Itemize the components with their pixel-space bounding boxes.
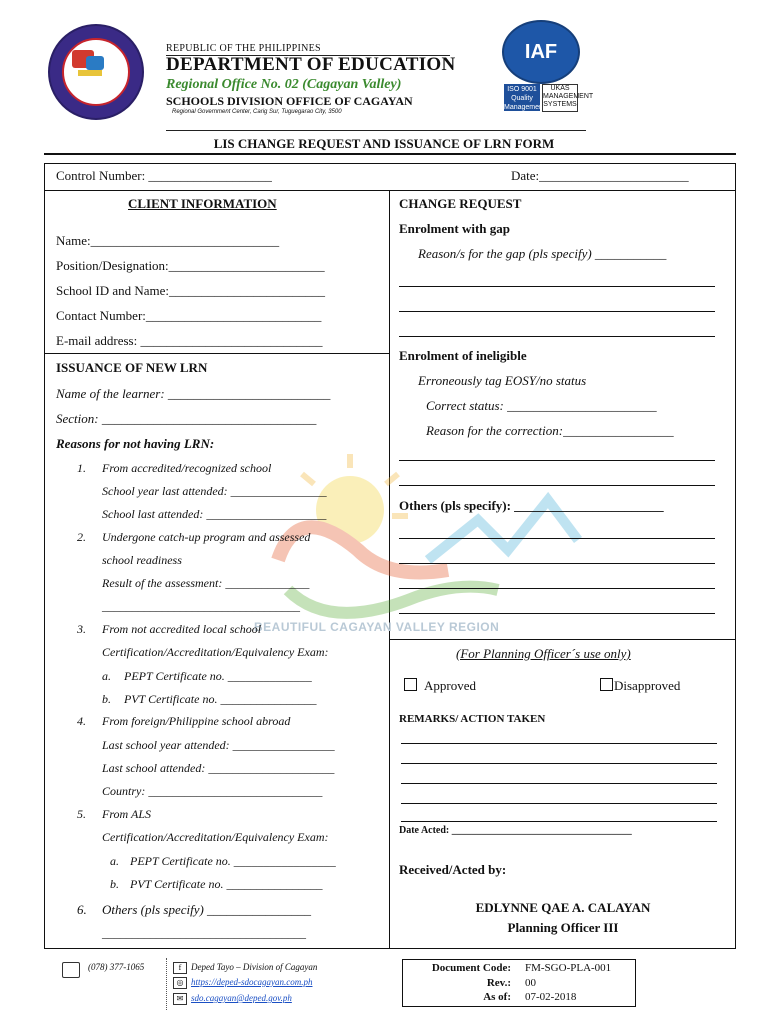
correction-reason-line-2[interactable] (399, 484, 715, 486)
reason-1-number: 1. (77, 461, 86, 475)
client-info-heading: CLIENT INFORMATION (128, 196, 277, 211)
als-pvt-letter: b. (110, 877, 119, 891)
last-school-year-field[interactable]: Last school year attended: _________________ (102, 738, 335, 752)
last-school-field[interactable]: Last school attended: _____________________ (102, 761, 335, 775)
name-field[interactable]: Name:_____________________________ (56, 233, 280, 248)
new-lrn-heading: ISSUANCE OF NEW LRN (56, 360, 208, 375)
as-of-value: 07-02-2018 (525, 991, 577, 1003)
assessment-result-line[interactable]: _________________________________ (102, 599, 300, 613)
gap-reason-line-1[interactable] (399, 285, 715, 287)
revision-label: Rev.: (486, 977, 511, 989)
revision-value: 00 (525, 977, 536, 989)
remarks-line-3[interactable] (401, 782, 717, 784)
received-by-label: Received/Acted by: (399, 862, 507, 877)
remarks-line-1[interactable] (401, 742, 717, 744)
iaf-logo: IAF (502, 20, 580, 84)
globe-icon: ◎ (173, 977, 187, 989)
approved-checkbox[interactable] (404, 678, 417, 691)
reason-5-number: 5. (77, 807, 86, 821)
reason-3-number: 3. (77, 622, 86, 636)
date-acted-field[interactable]: Date Acted: ____________________________________ (399, 825, 632, 836)
others-request-field[interactable]: Others (pls specify): _______________________ (399, 498, 664, 513)
learner-name-field[interactable]: Name of the learner: _________________________ (56, 386, 331, 401)
as-of-label: As of: (483, 991, 511, 1003)
footer-divider (166, 958, 167, 1010)
reason-6-number: 6. (77, 902, 87, 917)
officer-name: EDLYNNE QAE A. CALAYAN (475, 900, 651, 915)
others-line-4[interactable] (399, 612, 715, 614)
enrolment-gap-heading: Enrolment with gap (399, 221, 510, 236)
footer-email-link[interactable]: sdo.cagayan@deped.gov.ph (191, 993, 292, 1003)
remarks-line-4[interactable] (401, 802, 717, 804)
others-line-1[interactable] (399, 537, 715, 539)
republic-label: REPUBLIC OF THE PHILIPPINES (166, 43, 321, 54)
contact-number-field[interactable]: Contact Number:___________________________ (56, 308, 322, 323)
assessment-result-field[interactable]: Result of the assessment: ______________ (102, 576, 310, 590)
officer-title: Planning Officer III (507, 920, 619, 935)
footer-phone: (078) 377-1065 (88, 962, 145, 972)
als-pept-letter: a. (110, 854, 119, 868)
title-rule (44, 153, 736, 155)
department-title: DEPARTMENT OF EDUCATION (166, 54, 456, 75)
als-pept-certificate-field[interactable]: PEPT Certificate no. _________________ (130, 854, 336, 868)
mail-icon: ✉ (173, 993, 187, 1005)
correct-status-field[interactable]: Correct status: _______________________ (426, 398, 657, 413)
office-address: Regional Government Center, Carig Sur, Tuguegarao City, 3500 (172, 109, 342, 115)
reason-2-continued: school readiness (102, 553, 182, 567)
reason-2: Undergone catch-up program and assessed (102, 530, 311, 544)
footer-website-link[interactable]: https://deped-sdocagayan.com.ph (191, 977, 313, 987)
disapproved-checkbox[interactable] (600, 678, 613, 691)
reason-4: From foreign/Philippine school abroad (102, 714, 291, 728)
form-title: LIS CHANGE REQUEST AND ISSUANCE OF LRN FORM (213, 136, 555, 151)
document-code-box (402, 959, 636, 1007)
reason-5: From ALS (102, 807, 152, 821)
eosy-label: Erroneously tag EOSY/no status (418, 373, 587, 388)
gap-reason-line-3[interactable] (399, 335, 715, 337)
reason-2-number: 2. (77, 530, 86, 544)
change-request-heading: CHANGE REQUEST (399, 196, 522, 211)
facebook-icon: f (173, 962, 187, 974)
others-line-3[interactable] (399, 587, 715, 589)
officer-section-divider (389, 639, 736, 640)
gap-reason-field[interactable]: Reason/s for the gap (pls specify) ___________ (418, 246, 667, 261)
client-section-divider (44, 353, 389, 354)
document-code-label: Document Code: (431, 962, 511, 974)
others-specify-field[interactable]: Others (pls specify) ________________ (102, 902, 312, 917)
position-field[interactable]: Position/Designation:________________________ (56, 258, 325, 273)
pept-certificate-field[interactable]: PEPT Certificate no. ______________ (124, 669, 312, 683)
regional-office: Regional Office No. 02 (Cagayan Valley) (166, 77, 402, 92)
remarks-line-5[interactable] (401, 820, 717, 822)
school-id-field[interactable]: School ID and Name:________________________ (56, 283, 326, 298)
certification-label: Certification/Accreditation/Equivalency Exam: (102, 645, 329, 659)
country-field[interactable]: Country: _____________________________ (102, 784, 323, 798)
section-field[interactable]: Section: _________________________________ (56, 411, 317, 426)
division-office: SCHOOLS DIVISION OFFICE OF CAGAYAN (166, 94, 413, 108)
deped-seal-logo (48, 24, 144, 120)
footer-facebook[interactable]: Deped Tayo – Division of Cagayan (191, 962, 318, 972)
pvt-certificate-field[interactable]: PVT Certificate no. ________________ (124, 692, 317, 706)
ukas-certification-logo: UKAS MANAGEMENT SYSTEMS (542, 84, 578, 112)
school-year-field[interactable]: School year last attended: ________________ (102, 484, 327, 498)
email-field[interactable]: E-mail address: ____________________________ (56, 333, 323, 348)
others-line-2[interactable] (399, 562, 715, 564)
als-pvt-certificate-field[interactable]: PVT Certificate no. ________________ (130, 877, 323, 891)
gap-reason-line-2[interactable] (399, 310, 715, 312)
correction-reason-field[interactable]: Reason for the correction:_________________ (426, 423, 674, 438)
reasons-heading: Reasons for not having LRN: (56, 436, 215, 451)
document-code-value: FM-SGO-PLA-001 (525, 962, 612, 974)
header-rule (166, 130, 586, 131)
reason-3: From not accredited local school (102, 622, 262, 636)
remarks-line-2[interactable] (401, 762, 717, 764)
iso-certification-logo: ISO 9001 Quality Management (504, 86, 545, 111)
watermark-text: BEAUTIFUL CAGAYAN VALLEY REGION (254, 620, 500, 634)
disapproved-label: Disapproved (614, 678, 681, 693)
reason-1: From accredited/recognized school (102, 461, 272, 475)
reason-4-number: 4. (77, 714, 86, 728)
remarks-heading: REMARKS/ ACTION TAKEN (399, 713, 546, 725)
row-divider (44, 190, 736, 191)
enrolment-ineligible-heading: Enrolment of ineligible (399, 348, 527, 363)
pept-letter: a. (102, 669, 111, 683)
control-number-field[interactable]: Control Number: ___________________ (56, 168, 272, 183)
correction-reason-line-1[interactable] (399, 459, 715, 461)
phone-icon (62, 962, 80, 978)
approved-label: Approved (424, 678, 476, 693)
school-last-attended-field[interactable]: School last attended: ____________________ (102, 507, 327, 521)
others-specify-line[interactable]: __________________________________ (102, 926, 306, 940)
officer-use-note: (For Planning Officer´s use only) (456, 646, 631, 661)
pvt-letter: b. (102, 692, 111, 706)
als-certification-label: Certification/Accreditation/Equivalency Exam: (102, 830, 329, 844)
date-field[interactable]: Date:_______________________ (511, 168, 689, 183)
